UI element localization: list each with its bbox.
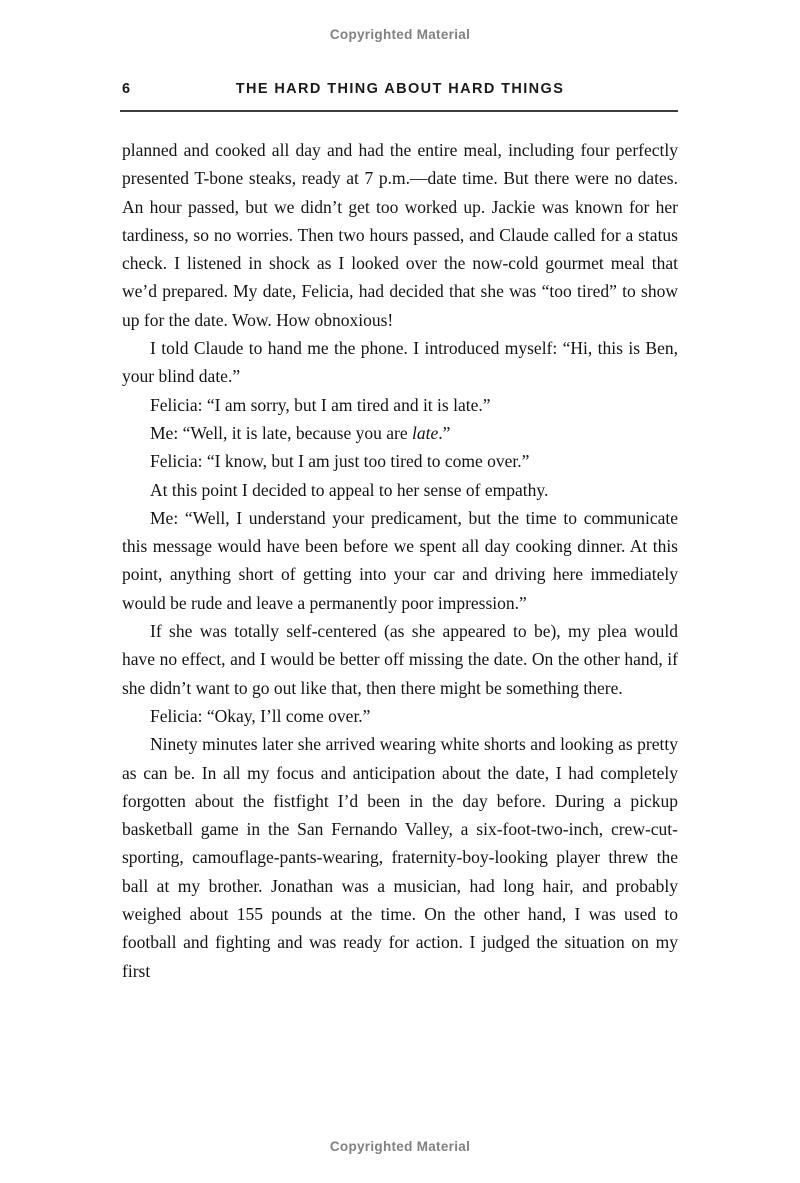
page-number: 6 [122,81,131,97]
paragraph [122,419,678,447]
paragraph [122,617,678,702]
text-run: Felicia: “Okay, I’ll come over.” [150,705,371,726]
paragraph [122,702,678,730]
paragraph [122,730,678,985]
paragraph [122,136,678,334]
copyright-notice-top: Copyrighted Material [329,27,471,42]
text-run: At this point I decided to appeal to her sense of empathy. [150,479,549,500]
running-header [122,81,678,101]
copyright-notice-bottom: Copyrighted Material [329,1139,471,1154]
text-run: If she was totally self-centered (as she appeared to be), my plea would have no effect, and I would be better off missing the date. On the other hand, if she didn’t want to go out like that, then there might be something there. [122,621,678,698]
header-rule [120,110,678,112]
paragraph [122,334,678,391]
text-run: Felicia: “I am sorry, but I am tired and it is late.” [150,394,491,415]
italic-text-run: late [411,422,439,443]
paragraph [122,391,678,419]
paragraph [122,476,678,504]
text-run: planned and cooked all day and had the entire meal, including four perfectly presented T-bone steaks, ready at 7 p.m.—date time. But there were no dates. An hour passed, but we didn’t get too worked up. Jackie was known for her tardiness, so no worries. Then two hours passed, and Claude called for a status check. I listened in shock as I looked over the now-cold gourmet meal that we’d prepared. My date, Felicia, had decided that she was “too tired” to show up for the date. Wow. How obnoxious! [122,140,678,330]
paragraph [122,504,678,617]
text-run: Me: “Well, it is late, because you are [150,422,412,443]
text-run: I told Claude to hand me the phone. I introduced myself: “Hi, this is Ben, your blind date.” [122,338,678,387]
text-run: Ninety minutes later she arrived wearing white shorts and looking as pretty as can be. In all my focus and anticipation about the date, I had completely forgotten about the fistfight I’d been in the day before. During a pickup basketball game in the San Fernando Valley, a six-foot-two-inch, crew-cut-sporting, camouflage-pants-wearing, fraternity-boy-looking player threw the ball at my brother. Jonathan was a musician, had long hair, and probably weighed about 155 pounds at the time. On the other hand, I was used to football and fighting and was ready for action. I judged the situation on my first [122,734,678,981]
text-run: Felicia: “I know, but I am just too tired to come over.” [150,451,530,472]
text-run: .” [438,422,451,443]
running-title: THE HARD THING ABOUT HARD THINGS [235,81,565,97]
page-body [122,136,678,985]
text-run: Me: “Well, I understand your predicament, but the time to communicate this message would have been before we spent all day cooking dinner. At this point, anything short of getting into your car and driving here immediately would be rude and leave a permanently poor impression.” [122,507,678,613]
paragraph [122,447,678,475]
